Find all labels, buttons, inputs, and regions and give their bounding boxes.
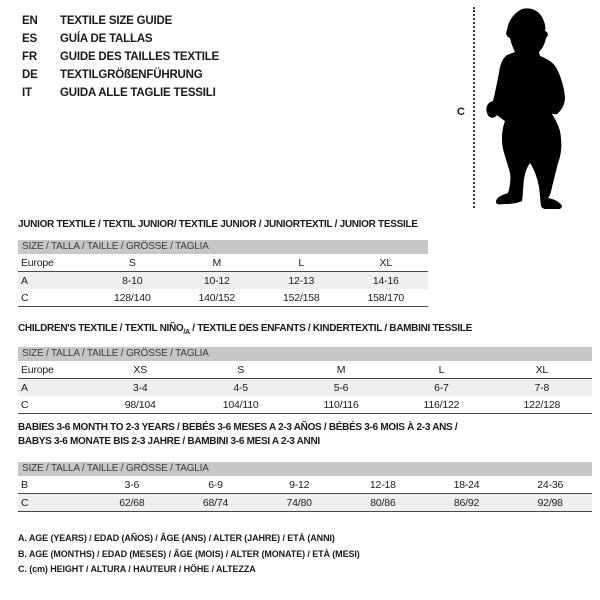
height-cell: 110/116 — [323, 398, 359, 411]
size-cell: XL — [379, 256, 392, 269]
guide-title: GUÍA DE TALLAS — [60, 33, 153, 45]
table-row-height — [18, 289, 428, 307]
children-title-subscript: /A — [183, 329, 190, 336]
height-cell: 86/92 — [453, 496, 480, 509]
size-header-bar: SIZE / TALLA / TAILLE / GRÖSSE / TAGLIA — [18, 462, 592, 476]
months-cell: 6-9 — [208, 478, 223, 491]
height-measure-dotted-line — [473, 7, 475, 208]
children-title-suffix: / TEXTILE DES ENFANTS / KINDERTEXTIL / BAMBINI TESSILE — [189, 323, 473, 334]
age-cell: 12-13 — [288, 274, 315, 287]
table-row-age — [18, 379, 592, 396]
months-cell: 18-24 — [453, 478, 480, 491]
size-cell: XL — [535, 363, 549, 376]
language-row-fr — [22, 48, 219, 66]
height-cell: 158/170 — [367, 291, 405, 304]
babies-title-line2: BABYS 3-6 MONATE BIS 2-3 JAHRE / BAMBINI 3-6 MESI A 2-3 ANNI — [18, 436, 320, 447]
height-cell: 116/122 — [423, 398, 460, 411]
guide-title: TEXTILE SIZE GUIDE — [60, 15, 173, 27]
table-row-height — [18, 494, 592, 512]
row-label: C — [21, 291, 29, 304]
row-label: C — [21, 398, 29, 411]
babies-title-line1: BABIES 3-6 MONTH TO 2-3 YEARS / BEBÉS 3-6 MESES A 2-3 AÑOS / BÉBÉS 3-6 MOIS À 2-3 ANS / — [18, 422, 458, 433]
months-cell: 12-18 — [369, 478, 396, 491]
babies-section-title — [18, 421, 457, 449]
language-code: IT — [22, 87, 32, 99]
months-cell: 3-6 — [124, 478, 140, 491]
size-cell: M — [336, 363, 346, 376]
age-cell: 5-6 — [333, 381, 349, 394]
children-title-prefix: CHILDREN'S TEXTILE / TEXTIL NIÑO — [18, 323, 184, 334]
guide-title: GUIDE DES TAILLES TEXTILE — [60, 51, 219, 63]
size-cell: XS — [133, 363, 147, 376]
table-row-europe — [18, 361, 592, 379]
table-row-height — [18, 396, 592, 414]
table-row-europe — [18, 254, 428, 272]
height-cell: 62/68 — [119, 496, 145, 509]
height-cell: 92/98 — [537, 496, 563, 509]
age-cell: 4-5 — [233, 381, 248, 394]
measure-label-c: C — [457, 106, 465, 118]
footnote-c: C. (cm) HEIGHT / ALTURA / HAUTEUR / HÖHE / ALTEZZA — [18, 564, 256, 574]
junior-size-table — [18, 240, 428, 307]
table-row-age — [18, 272, 428, 289]
row-label: Europe — [21, 256, 54, 269]
row-label: B — [21, 478, 28, 491]
guide-title: TEXTILGRÖßENFÜHRUNG — [60, 69, 203, 81]
row-label: Europe — [21, 363, 54, 376]
junior-section-title: JUNIOR TEXTILE / TEXTIL JUNIOR/ TEXTILE JUNIOR / JUNIORTEXTIL / JUNIOR TESSILE — [18, 219, 418, 230]
footnote-b: B. AGE (MONTHS) / EDAD (MESES) / ÂGE (MOIS) / ALTER (MONATE) / ETÀ (MESI) — [18, 548, 360, 559]
table-row-months — [18, 476, 592, 494]
language-guide — [22, 12, 219, 102]
age-cell: 8-10 — [122, 274, 143, 287]
row-label: A — [21, 381, 28, 394]
age-cell: 3-4 — [132, 381, 148, 394]
row-label: C — [21, 496, 29, 509]
guide-title: GUIDA ALLE TAGLIE TESSILI — [60, 87, 216, 99]
size-header-bar: SIZE / TALLA / TAILLE / GRÖSSE / TAGLIA — [18, 240, 428, 254]
children-section-title — [18, 322, 472, 340]
size-header-bar: SIZE / TALLA / TAILLE / GRÖSSE / TAGLIA — [18, 347, 592, 361]
age-cell: 6-7 — [434, 381, 449, 394]
height-cell: 68/74 — [202, 496, 229, 509]
language-row-en — [22, 12, 219, 30]
size-cell: L — [438, 363, 445, 376]
months-cell: 24-36 — [537, 478, 564, 491]
language-code: ES — [22, 33, 37, 45]
height-cell: 140/152 — [198, 291, 236, 304]
legend-footnotes — [18, 531, 360, 578]
footnote-a: A. AGE (YEARS) / EDAD (AÑOS) / ÂGE (ANS) / ALTER (JAHRE) / ETÀ (ANNI) — [18, 533, 335, 543]
height-cell: 122/128 — [523, 398, 561, 411]
size-cell: S — [128, 256, 136, 269]
age-cell: 14-16 — [372, 274, 399, 287]
row-label: A — [21, 274, 28, 287]
age-cell: 10-12 — [203, 274, 230, 287]
language-row-es — [22, 30, 219, 48]
language-code: EN — [22, 15, 38, 27]
height-cell: 98/104 — [124, 398, 156, 411]
language-code: FR — [22, 51, 37, 63]
height-cell: 104/110 — [222, 398, 259, 411]
language-code: DE — [22, 69, 38, 81]
children-size-table — [18, 347, 592, 414]
height-cell: 74/80 — [286, 496, 312, 509]
size-cell: S — [237, 363, 245, 376]
toddler-silhouette — [484, 7, 572, 209]
language-row-it — [22, 84, 219, 102]
age-cell: 7-8 — [534, 381, 550, 394]
months-cell: 9-12 — [289, 478, 310, 491]
height-cell: 80/86 — [370, 496, 396, 509]
size-cell: M — [212, 256, 222, 269]
babies-size-table — [18, 462, 592, 512]
height-cell: 152/158 — [282, 291, 320, 304]
language-row-de — [22, 66, 219, 84]
size-cell: L — [298, 256, 305, 269]
height-cell: 128/140 — [113, 291, 151, 304]
